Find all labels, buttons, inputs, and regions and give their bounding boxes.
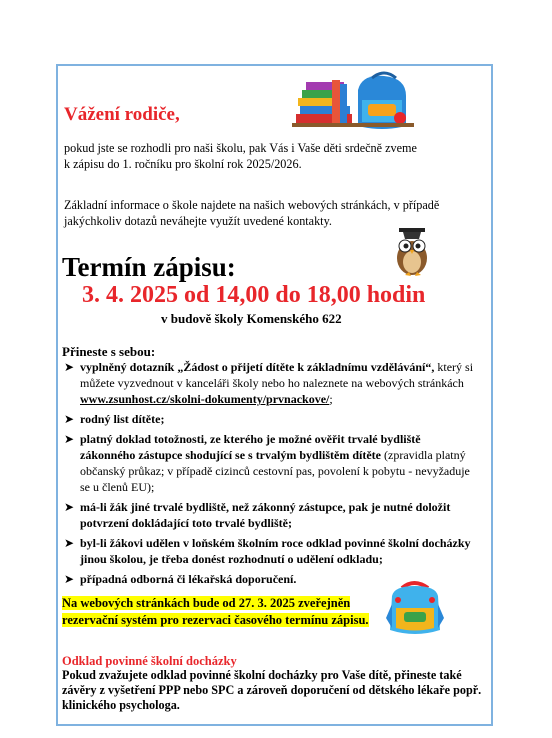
item-text-bold: případná odborná či lékařská doporučení. [80,572,297,586]
arrow-bullet-icon: ➤ [64,536,75,550]
bring-list [62,359,476,591]
list-item [62,431,476,495]
intro-line: k zápisu do 1. ročníku pro školní rok 2025/2026. [64,157,302,171]
item-text: (zpravidla platný občanský průkaz; v případě cizinců cestovní pas, povolení k pobytu - nevyžaduje se u členů EU); [80,448,470,494]
deferral-title: Odklad povinné školní docházky [62,654,237,668]
item-text: který si můžete vyzvednout v kanceláři školy nebo ho naleznete na webových stránkách [80,360,474,390]
list-item [62,499,476,531]
info-line: Základní informace o škole najdete na našich webových stránkách, v případě [64,198,440,212]
reservation-notice [62,595,372,629]
school-documents-link[interactable]: www.zsunhost.cz/skolni-dokumenty/prvnackove/ [80,392,330,406]
item-text-bold: rodný list dítěte; [80,412,165,426]
item-text-bold: má-li žák jiné trvalé bydliště, než zákonný zástupce, pak je nutné doložit potvrzení dokládající toto trvalé bydliště; [80,500,451,530]
list-item [62,411,476,427]
greeting: Vážení rodiče, [64,104,180,125]
arrow-bullet-icon: ➤ [64,432,75,446]
item-text-end: ; [329,392,333,406]
intro-paragraph [64,140,464,172]
info-paragraph [64,197,474,229]
owl-illustration [389,226,435,278]
list-item [62,535,476,567]
item-text-bold: byl-li žákovi udělen v loňském školním roce odklad povinné školní docházky jinou školou, je třeba donést rozhodnutí o udělení odkladu; [80,536,471,566]
list-item [62,359,476,407]
item-text-bold: platný doklad totožnosti, ze kterého je možné ověřit trvalé bydliště zákonného zástupce shodující se s trvalým bydlištěm dítěte [80,432,421,462]
arrow-bullet-icon: ➤ [64,572,75,586]
backpack-illustration [384,578,446,638]
intro-line: pokud jste se rozhodli pro naši školu, pak Vás i Vaše děti srdečně zveme [64,141,417,155]
arrow-bullet-icon: ➤ [64,360,75,374]
arrow-bullet-icon: ➤ [64,500,75,514]
deferral-text: Pokud zvažujete odklad povinné školní docházky pro Vaše dítě, přineste také závěry z vyšetření PPP nebo SPC a zároveň doporučení od dětského lékaře popř. klinického psychologa. [62,668,482,712]
bring-title: Přineste s sebou: [62,344,156,359]
term-title: Termín zápisu: [62,252,236,282]
arrow-bullet-icon: ➤ [64,412,75,426]
info-line: jakýchkoliv dotazů neváhejte využít uvedené kontakty. [64,214,332,228]
term-place: v budově školy Komenského 622 [161,311,342,326]
books-backpack-illustration [292,70,420,132]
term-date: 3. 4. 2025 od 14,00 do 18,00 hodin [82,282,426,308]
item-text-bold: vyplněný dotazník „Žádost o přijetí dítěte k základnímu vzdělávání“, [80,360,435,374]
reservation-notice-text: Na webových stránkách bude od 27. 3. 2025 zveřejněn rezervační systém pro rezervaci časového termínu zápisu. [62,596,369,627]
